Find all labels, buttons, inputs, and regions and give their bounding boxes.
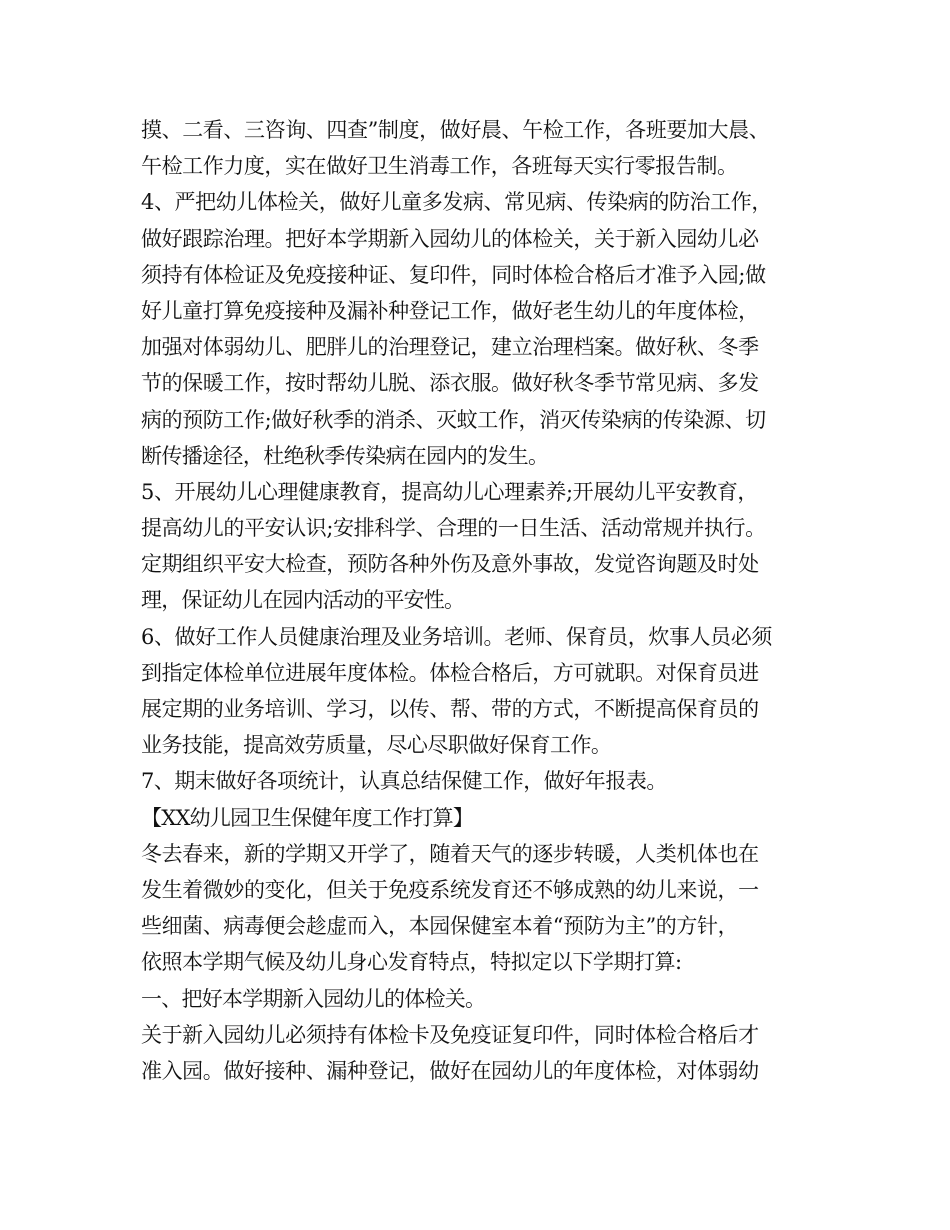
text-line: 须持有体检证及免疫接种证、复印件，同时体检合格后才准予入园;做	[141, 262, 766, 287]
text-line: 关于新入园幼儿必须持有体检卡及免疫证复印件，同时体检合格后才	[141, 1022, 759, 1047]
text-line: 午检工作力度，实在做好卫生消毒工作，各班每天实行零报告制。	[141, 154, 738, 179]
text-line: 一、把好本学期新入园幼儿的体检关。	[141, 986, 486, 1011]
text-line: 理，保证幼儿在园内活动的平安性。	[141, 588, 465, 613]
text-line: 业务技能，提高效劳质量，尽心尽职做好保育工作。	[141, 733, 612, 758]
text-line: 些细菌、病毒便会趁虚而入，本园保健室本着“预防为主”的方针，	[141, 914, 739, 939]
text-line: 摸、二看、三咨询、四查”制度，做好晨、午检工作，各班要加大晨、	[141, 118, 770, 142]
text-line: 【XX幼儿园卫生保健年度工作打算】	[141, 805, 474, 830]
text-line: 依照本学期气候及幼儿身心发育特点，特拟定以下学期打算:	[141, 950, 682, 975]
text-line: 提高幼儿的平安认识;安排科学、合理的一日生活、活动常规并执行。	[141, 516, 766, 541]
document-body	[141, 112, 841, 1089]
text-line: 冬去春来，新的学期又开学了，随着天气的逐步转暖，人类机体也在	[141, 841, 759, 866]
text-line: 节的保暖工作，按时帮幼儿脱、添衣服。做好秋冬季节常见病、多发	[141, 371, 759, 396]
text-line: 到指定体检单位进展年度体检。体检合格后，方可就职。对保育员进	[141, 660, 759, 685]
text-line: 断传播途径，杜绝秋季传染病在园内的发生。	[141, 443, 549, 468]
text-line: 病的预防工作;做好秋季的消杀、灭蚊工作，消灭传染病的传染源、切	[141, 407, 766, 432]
text-line: 做好跟踪治理。把好本学期新入园幼儿的体检关，关于新入园幼儿必	[141, 226, 759, 251]
text-line: 好儿童打算免疫接种及漏补种登记工作，做好老生幼儿的年度体检，	[141, 298, 759, 323]
text-line: 准入园。做好接种、漏种登记，做好在园幼儿的年度体检，对体弱幼	[141, 1058, 759, 1083]
text-line: 发生着微妙的变化，但关于免疫系统发育还不够成熟的幼儿来说，一	[141, 877, 759, 902]
text-line: 展定期的业务培训、学习，以传、帮、带的方式，不断提高保育员的	[141, 697, 759, 721]
text-line: 加强对体弱幼儿、肥胖儿的治理登记，建立治理档案。做好秋、冬季	[141, 335, 759, 360]
text-line: 6、做好工作人员健康治理及业务培训。老师、保育员，炊事人员必须	[141, 624, 772, 649]
text-line: 4、严把幼儿体检关，做好儿童多发病、常见病、传染病的防治工作，	[141, 190, 772, 215]
text-line: 定期组织平安大检查，预防各种外伤及意外事故，发觉咨询题及时处	[141, 552, 759, 577]
text-line: 5、开展幼儿心理健康教育，提高幼儿心理素养;开展幼儿平安教育，	[141, 479, 759, 504]
text-line: 7、期末做好各项统计，认真总结保健工作，做好年报表。	[141, 769, 667, 794]
